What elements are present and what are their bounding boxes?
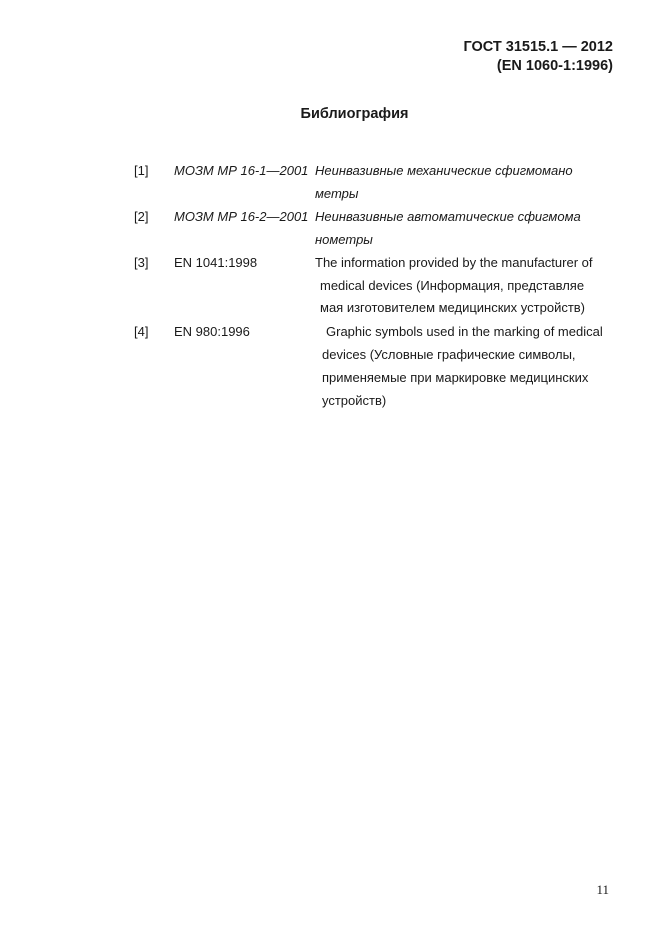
entry-4-code: EN 980:1996 [174, 324, 250, 339]
entry-3-title-line-3: мая изготовителем медицинских устройств) [320, 300, 586, 315]
entry-3-number: [3] [134, 255, 149, 270]
page-number: 11 [596, 882, 609, 897]
entry-1-title-line-1: Неинвазивные механические сфигмомано [315, 163, 573, 178]
entry-3-title-line-2: medical devices (Информация, представляе [320, 278, 585, 293]
entry-1-title-line-2: метры [315, 186, 359, 201]
entry-4-title-line-4: устройств) [322, 393, 387, 408]
entry-4-number: [4] [134, 324, 149, 339]
equivalent-standard: (EN 1060-1:1996) [496, 58, 613, 74]
entry-4-title-line-3: применяемые при маркировке медицинских [322, 370, 589, 385]
standard-designation: ГОСТ 31515.1 — 2012 [463, 39, 613, 55]
page-title: Библиография [300, 106, 409, 122]
entry-2-title-line-1: Неинвазивные автоматические сфигмома [315, 209, 581, 224]
entry-4-title-line-2: devices (Условные графические символы, [322, 347, 576, 362]
document-header [463, 38, 613, 76]
entry-3-title-line-1: The information provided by the manufacturer of [315, 255, 593, 270]
entry-1-code: МОЗМ МР 16-1—2001 [174, 163, 309, 178]
entry-4-title-line-1: Graphic symbols used in the marking of medical [326, 324, 603, 339]
entry-2-number: [2] [134, 209, 149, 224]
entry-1-number: [1] [134, 163, 149, 178]
entry-2-title-line-2: нометры [315, 232, 373, 247]
entry-2-code: МОЗМ МР 16-2—2001 [174, 209, 309, 224]
entry-3-code: EN 1041:1998 [174, 255, 258, 270]
